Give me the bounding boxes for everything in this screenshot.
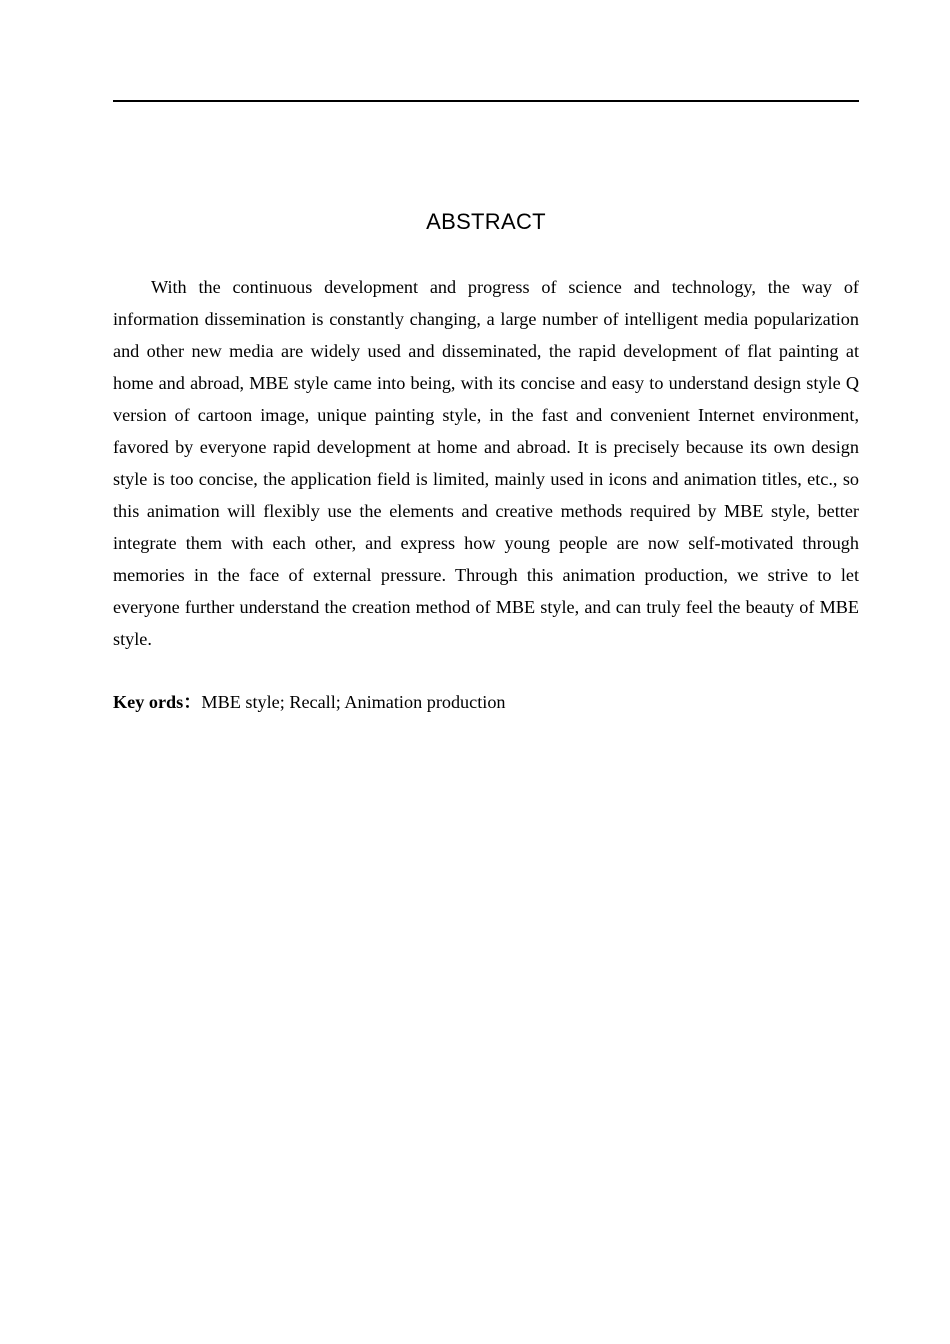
abstract-paragraph: With the continuous development and progress of science and technology, the way of information dissemination is constantly changing, a large number of intelligent media popularization and other new media are widely used and disseminated, the rapid development of flat painting at home and abroad, MBE style came into being, with its concise and easy to understand design style Q version of cartoon image, unique painting style, in the fast and convenient Internet environment, favored by everyone rapid development at home and abroad. It is precisely because its own design style is too concise, the application field is limited, mainly used in icons and animation titles, etc., so this animation will flexibly use the elements and creative methods required by MBE style, better integrate them with each other, and express how young people are now self-motivated through memories in the face of external pressure. Through this animation production, we strive to let everyone further understand the creation method of MBE style, and can truly feel the beauty of MBE style. xyxy=(113,277,859,649)
header-rule xyxy=(113,100,859,102)
keywords-value: MBE style; Recall; Animation production xyxy=(201,692,506,712)
page-title: ABSTRACT xyxy=(426,209,546,234)
keywords-label: Key ords： xyxy=(113,692,202,712)
keywords-line xyxy=(113,686,859,718)
